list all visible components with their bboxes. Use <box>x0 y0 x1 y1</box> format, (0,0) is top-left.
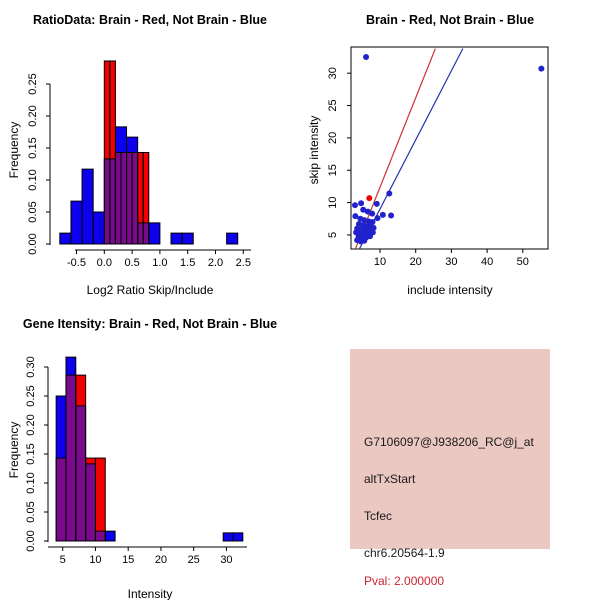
gene-histogram-xlabel: Intensity <box>127 587 173 600</box>
svg-text:10: 10 <box>327 196 339 209</box>
data-points <box>352 54 544 244</box>
svg-text:10: 10 <box>373 256 387 268</box>
svg-text:5: 5 <box>59 554 66 566</box>
svg-text:0.20: 0.20 <box>27 105 39 127</box>
ratio-histogram-plot <box>0 0 300 300</box>
probe-info-box <box>350 349 550 588</box>
panel-intensity-scatter <box>300 0 600 300</box>
svg-text:0.15: 0.15 <box>25 443 37 465</box>
scatter-ylabel: skip intensity <box>307 115 321 185</box>
svg-text:-0.5: -0.5 <box>67 257 86 269</box>
svg-text:20: 20 <box>409 256 422 268</box>
svg-text:25: 25 <box>327 99 339 112</box>
svg-text:30: 30 <box>220 554 233 566</box>
svg-text:40: 40 <box>480 256 494 268</box>
svg-text:15: 15 <box>122 554 135 566</box>
svg-text:0.05: 0.05 <box>27 201 39 223</box>
svg-text:15: 15 <box>327 164 339 177</box>
svg-text:0.10: 0.10 <box>27 169 39 191</box>
svg-text:0.05: 0.05 <box>25 501 37 523</box>
probe-id-text: G7106097@J938206_RC@j_at <box>364 435 534 449</box>
ratio-histogram-title: RatioData: Brain - Red, Not Brain - Blue <box>32 13 268 27</box>
gene-histogram-ylabel: Frequency <box>7 421 21 479</box>
pval-text: Pval: 2.000000 <box>364 574 445 588</box>
plot-box <box>351 47 548 249</box>
svg-text:0.20: 0.20 <box>25 414 37 436</box>
event-type-text: altTxStart <box>364 472 416 486</box>
svg-text:0.10: 0.10 <box>25 472 37 494</box>
svg-text:10: 10 <box>89 554 102 566</box>
gene-histogram-plot <box>0 300 300 600</box>
svg-text:0.00: 0.00 <box>25 530 37 552</box>
scatter-title: Brain - Red, Not Brain - Blue <box>365 13 535 27</box>
scatter-xlabel: include intensity <box>407 283 493 297</box>
svg-text:1.0: 1.0 <box>152 257 168 269</box>
panel-ratio-histogram <box>0 0 300 300</box>
svg-text:25: 25 <box>187 554 200 566</box>
ratio-histogram-xlabel: Log2 Ratio Skip/Include <box>86 283 214 297</box>
ratio-histogram-ylabel: Frequency <box>7 121 21 179</box>
svg-text:30: 30 <box>327 67 339 80</box>
svg-text:2.5: 2.5 <box>235 257 251 269</box>
panel-gene-intensity-histogram <box>0 300 300 600</box>
svg-text:20: 20 <box>327 131 339 145</box>
svg-text:50: 50 <box>516 256 529 268</box>
notbrain-fit-line <box>359 49 463 250</box>
histogram-bars <box>56 357 243 541</box>
svg-text:0.25: 0.25 <box>27 73 39 95</box>
svg-text:5: 5 <box>327 231 339 239</box>
svg-text:0.00: 0.00 <box>27 233 39 255</box>
svg-text:0.0: 0.0 <box>96 257 112 269</box>
location-text: chr6.20564-1.9 <box>364 546 445 560</box>
svg-text:20: 20 <box>154 554 168 566</box>
svg-text:0.30: 0.30 <box>25 356 37 378</box>
svg-text:30: 30 <box>445 256 458 268</box>
svg-text:0.5: 0.5 <box>124 257 140 269</box>
svg-text:1.5: 1.5 <box>180 257 196 269</box>
scatter-plot <box>300 0 600 300</box>
svg-text:0.15: 0.15 <box>27 137 39 159</box>
gene-histogram-title: Gene Itensity: Brain - Red, Not Brain - Blue <box>22 317 278 331</box>
svg-text:2.0: 2.0 <box>207 257 224 269</box>
gene-name-text: Tcfec <box>364 509 393 523</box>
svg-text:0.25: 0.25 <box>25 385 37 407</box>
panel-probe-info <box>300 300 600 600</box>
